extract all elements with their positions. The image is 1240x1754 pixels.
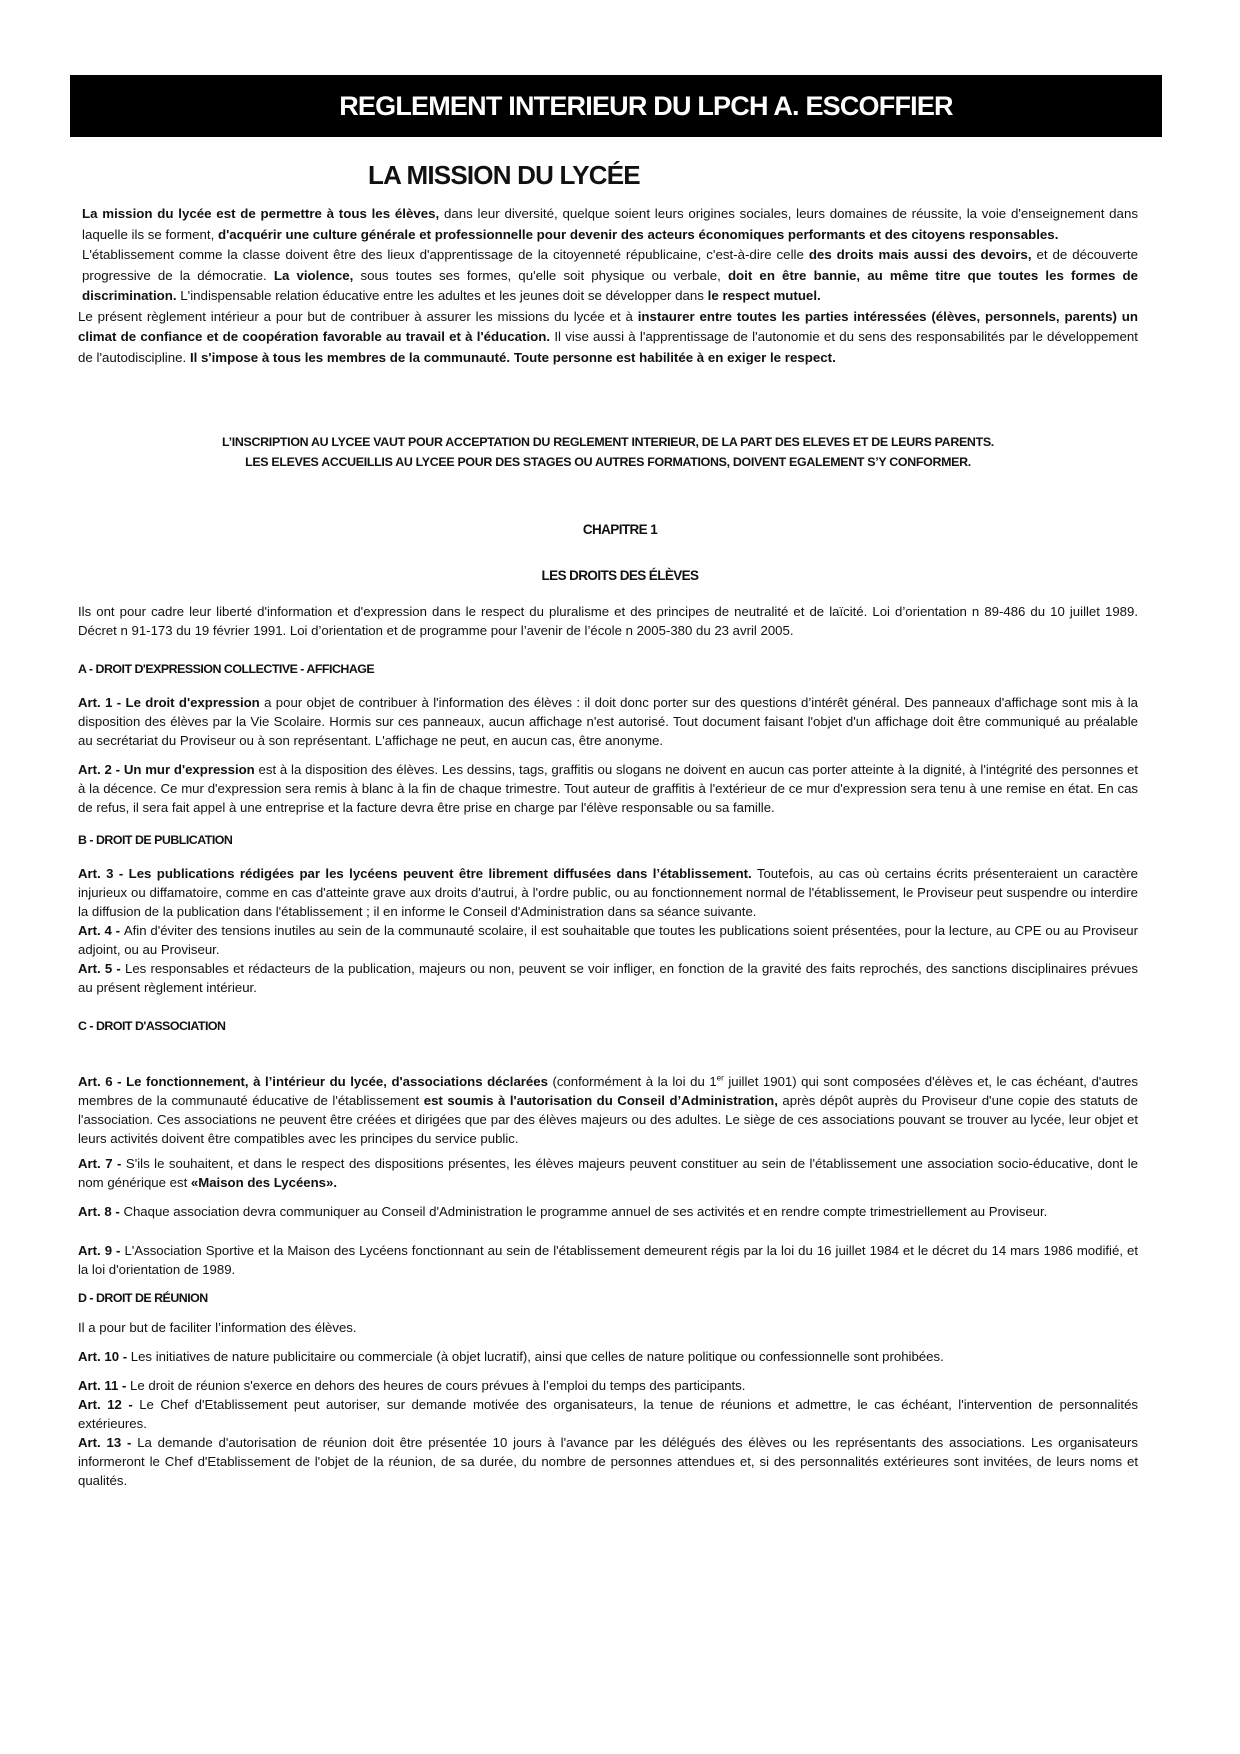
text: L'Association Sportive et la Maison des Lycéens fonctionnant au sein de l'établissement demeurent régis par la loi du 16 juillet 1984 et le décret du 14 mars 1986 modifié, et la loi d'orientation de 1989. <box>78 1243 1138 1277</box>
article-1 <box>78 693 1138 750</box>
article-10 <box>78 1347 1138 1366</box>
section-d-intro: Il a pour but de faciliter l’information des élèves. <box>78 1320 357 1335</box>
text: est à la disposition des élèves. Les dessins, tags, graffitis ou slogans ne doivent en aucun cas porter atteinte à la dignité, à l'intégrité des personnes et à la décence. Ce mur d'expression sera remis à blanc à la fin de chaque trimestre. Tout auteur de graffitis à l'extérieur de ce mur d'expression sera tenu à une remise en état. En cas de refus, il sera fait appel à une entreprise et la facture devra être prise en charge par l'élève responsable ou sa famille. <box>78 762 1138 815</box>
article-label: Art. 8 - <box>78 1204 124 1219</box>
emphasis: La mission du lycée est de permettre à tous les élèves, <box>82 206 440 221</box>
text: Le présent règlement intérieur a pour but de contribuer à assurer les missions du lycée et à <box>78 308 638 324</box>
article-label: Art. 12 - <box>78 1397 140 1412</box>
intro-paragraph-1 <box>82 204 1138 245</box>
text: après dépôt auprès du Proviseur d'une copie des statuts de l'association. Ces associations ne peuvent être créées et dirigées que par des élèves majeurs ou des adultes. Le siège de ces associations pouvant se trouver au lycée, leur objet et leurs activités doivent être compatibles avec les principes du service public. <box>78 1093 1138 1146</box>
document-title: REGLEMENT INTERIEUR DU LPCH A. ESCOFFIER <box>339 90 953 121</box>
article-label: Art. 4 - <box>78 923 124 938</box>
emphasis: «Maison des Lycéens». <box>190 1175 338 1190</box>
article-6 <box>78 1072 1138 1148</box>
text: et de découverte progressive de la démocratie. <box>82 247 1138 283</box>
emphasis: La violence, <box>273 267 354 283</box>
chapter-intro: Ils ont pour cadre leur liberté d'information et d'expression dans le respect du pluralisme et des principes de neutralité et de laïcité. Loi d’orientation n 89-486 du 10 juillet 1989. Décret n 91-173 du 19 février 1991. Loi d’orientation et de programme pour l’avenir de l’école n 2005-380 du 23 avril 2005. <box>78 604 1138 638</box>
mission-heading: LA MISSION DU LYCÉE <box>368 160 640 190</box>
article-11 <box>78 1376 1138 1395</box>
emphasis: instaurer entre toutes les parties intéressées (élèves, personnels, parents) un climat de confiance et de coopération favorable au travail et à l'éducation. <box>78 308 1138 344</box>
emphasis: Il s'impose à tous les membres de la communauté. Toute personne est habilitée à en exiger le respect. <box>189 349 836 365</box>
article-4 <box>78 921 1138 959</box>
section-heading-b: B - DROIT DE PUBLICATION <box>78 833 233 847</box>
article-label: Art. 1 - <box>78 695 126 710</box>
article-12 <box>78 1395 1138 1433</box>
article-label: Art. 13 - <box>78 1435 138 1450</box>
emphasis: Un mur d'expression <box>123 762 255 777</box>
article-label: Art. 9 - <box>78 1243 125 1258</box>
chapter-title: LES DROITS DES ÉLÈVES <box>541 568 699 583</box>
text: Le Chef d'Etablissement peut autoriser, sur demande motivée des organisateurs, la tenue de réunions et admettre, le cas échéant, l'intervention de personnalités extérieures. <box>78 1397 1138 1431</box>
article-3 <box>78 864 1138 921</box>
text: dans leur diversité, quelque soient leurs origines sociales, leurs domaines de réussite, la voie d'enseignement dans laquelle ils se forment, <box>82 206 1138 242</box>
text: Chaque association devra communiquer au Conseil d'Administration le programme annuel de ses activités et en rendre compte trimestriellement au Proviseur. <box>123 1204 1048 1219</box>
emphasis: Les publications rédigées par les lycéens peuvent être librement diffusées dans l’établissement. <box>128 866 752 881</box>
text: (conformément à la loi du 1 <box>547 1074 717 1089</box>
article-5 <box>78 959 1138 997</box>
text: a pour objet de contribuer à l'information des élèves : il doit donc porter sur des questions d’intérêt général. Des panneaux d'affichage sont mis à la disposition des élèves par la Vie Scolaire. Hormis sur ces panneaux, aucun affichage n'est autorisé. Tout document faisant l'objet d'un affichage doit être communiqué au préalable au secrétariat du Proviseur ou à son représentant. L'affichage ne peut, en aucun cas, être anonyme. <box>78 695 1139 748</box>
text: L'établissement comme la classe doivent être des lieux d'apprentissage de la citoyenneté républicaine, c'est-à-dire celle <box>82 247 809 262</box>
notice-line-2: LES ELEVES ACCUEILLIS AU LYCEE POUR DES STAGES OU AUTRES FORMATIONS, DOIVENT EGALEMENT S’Y CONFORMER. <box>245 455 971 469</box>
text: Les initiatives de nature publicitaire ou commerciale (à objet lucratif), ainsi que celles de nature politique ou confessionnelle sont prohibées. <box>130 1349 944 1364</box>
emphasis: Le droit d'expression <box>125 695 260 710</box>
mission-intro <box>78 204 1138 368</box>
section-heading-a: A - DROIT D'EXPRESSION COLLECTIVE - AFFICHAGE <box>78 662 375 676</box>
article-label: Art. 2 - <box>78 762 124 777</box>
article-label: Art. 3 - <box>78 866 129 881</box>
emphasis: des droits mais aussi des devoirs, <box>808 247 1032 262</box>
text: S'ils le souhaitent, et dans le respect des dispositions présentes, les élèves majeurs peuvent constituer au sein de l'établissement une association socio-éducative, dont le nom générique est <box>78 1156 1139 1190</box>
emphasis: Le fonctionnement, à l’intérieur du lycée, d'associations déclarées <box>126 1074 548 1089</box>
text: Les responsables et rédacteurs de la publication, majeurs ou non, peuvent se voir infliger, en fonction de la gravité des faits reprochés, des sanctions disciplinaires prévues au présent règlement intérieur. <box>78 961 1138 995</box>
article-9 <box>78 1241 1138 1279</box>
text: Il vise aussi à l'apprentissage de l'autonomie et du sens des responsabilités par le développement de l'autodiscipline. <box>78 329 1138 365</box>
superscript: er <box>716 1073 724 1083</box>
article-13 <box>78 1433 1138 1490</box>
acceptance-notice <box>78 432 1138 472</box>
notice-line-1: L’INSCRIPTION AU LYCEE VAUT POUR ACCEPTATION DU REGLEMENT INTERIEUR, DE LA PART DES ELEVES ET DE LEURS PARENTS. <box>222 435 994 449</box>
text: sous toutes ses formes, qu'elle soit physique ou verbale, <box>353 267 728 283</box>
text: Toutefois, au cas où certains écrits présenteraient un caractère injurieux ou diffamatoire, comme en cas d'atteinte grave aux droits d'autrui, à l'ordre public, ou au fonctionnement normal de l'établissement, le Proviseur peut suspendre ou interdire la diffusion de la publication dans l'établissement ; il en informe le Conseil d'Administration dans sa séance suivante. <box>78 866 1138 919</box>
emphasis: le respect mutuel. <box>707 288 821 303</box>
emphasis: d'acquérir une culture générale et professionnelle pour devenir des acteurs économiques performants et des citoyens responsables. <box>218 226 1059 242</box>
emphasis: est soumis à l'autorisation du Conseil d’Administration, <box>423 1093 778 1108</box>
text: L'indispensable relation éducative entre les adultes et les jeunes doit se développer dans <box>176 288 708 303</box>
text: La demande d'autorisation de réunion doit être présentée 10 jours à l'avance par les délégués des élèves ou les représentants des associations. Les organisateurs informeront le Chef d'Etablissement de l'objet de la réunion, de sa durée, du nombre de personnes attendues et, si des personnalités extérieures sont invitées, de leurs noms et qualités. <box>78 1435 1138 1488</box>
text: juillet 1901) qui sont composées d'élèves et, le cas échéant, d'autres membres de la communauté éducative de l'établissement <box>78 1074 1138 1108</box>
text: Afin d'éviter des tensions inutiles au sein de la communauté scolaire, il est souhaitable que toutes les publications soient présentées, pour la lecture, au CPE ou au Proviseur adjoint, ou au Proviseur. <box>78 923 1138 957</box>
intro-paragraph-2 <box>82 245 1138 307</box>
section-heading-d: D - DROIT DE RÉUNION <box>78 1291 208 1305</box>
emphasis: doit en être bannie, au même titre que toutes les formes de discrimination. <box>82 267 1139 303</box>
article-label: Art. 11 - <box>78 1378 131 1393</box>
article-2 <box>78 760 1138 817</box>
article-label: Art. 5 - <box>78 961 125 976</box>
title-banner <box>70 75 1162 137</box>
article-8 <box>78 1202 1138 1221</box>
section-heading-c: C - DROIT D'ASSOCIATION <box>78 1019 226 1033</box>
article-label: Art. 7 - <box>78 1156 126 1171</box>
article-label: Art. 10 - <box>78 1349 131 1364</box>
intro-paragraph-3 <box>78 307 1138 369</box>
text: Le droit de réunion s'exerce en dehors des heures de cours prévues à l’emploi du temps des participants. <box>130 1378 746 1393</box>
chapter-body <box>78 602 1138 1490</box>
article-7 <box>78 1154 1138 1192</box>
article-label: Art. 6 - <box>78 1074 127 1089</box>
chapter-number: CHAPITRE 1 <box>582 522 658 537</box>
